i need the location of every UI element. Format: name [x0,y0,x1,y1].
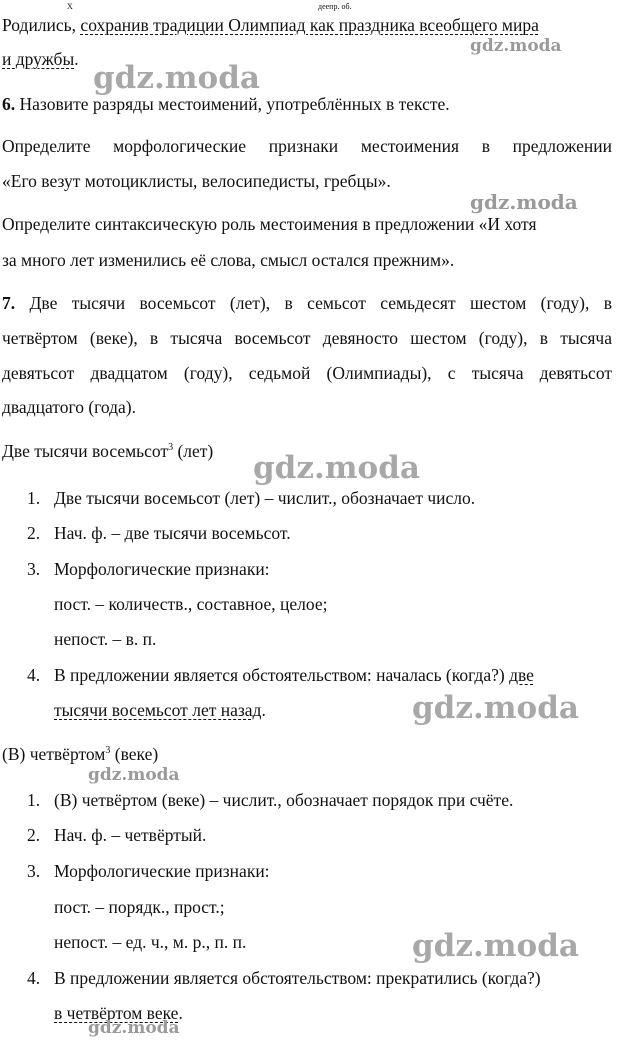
task6-line-4: Определите синтаксическую роль местоимения в предложении «И хотя [2,214,537,234]
task7-number: 7. [2,293,16,313]
task7-line-2: четвёртом (веке), в тысяча восемьсот девяносто шестом (году), в тысяча [2,328,612,348]
parse1-item-4-cont [54,699,266,721]
parse1-item-3-number: 3. [27,559,41,579]
parse2-item-3-text: Морфологические признаки: [54,861,270,881]
parse1-item-3 [27,558,270,580]
task7-text: Две тысячи восемьсот (лет), в семьсот семьдесят шестом (году), в [15,293,612,313]
parse2-head-end: (веке) [110,744,159,764]
intro-period: . [74,49,79,69]
parse2-item-3 [27,860,270,882]
watermark-logo: gdz.moda [412,928,579,964]
task6-line-2: Определите морфологические признаки местоимения в предложении [2,136,612,156]
task6-line-3: «Его везут мотоциклисты, велосипедисты, гребцы». [2,171,391,191]
intro-underlined-end: и дружбы [2,49,75,69]
watermark-logo: gdz.moda [470,190,578,214]
parse2-head-text: (В) четвёртом [2,744,106,764]
parse1-item-4-text: В предложении является обстоятельством: началась (когда?) [54,665,510,685]
parse1-item-4 [27,664,534,686]
parse2-sub-2: непост. – ед. ч., м. р., п. п. [54,932,247,952]
parse1-superscript: 3 [168,442,174,454]
task6-line-1 [2,93,450,115]
parse2-item-4-underlined: в четвёртом веке [54,1003,179,1023]
parse1-item-2-number: 2. [27,523,41,543]
parse2-item-4 [27,967,541,989]
parse1-head-text: Две тысячи восемьсот [2,441,169,461]
parse1-sub-2: непост. – в. п. [54,629,157,649]
parse1-item-1-number: 1. [27,488,41,508]
intro-line-1 [2,14,539,36]
task6-line-5: за много лет изменились её слова, смысл остался прежним». [2,250,455,270]
watermark-logo: gdz.moda [88,765,180,785]
watermark-logo: gdz.moda [412,690,579,726]
intro-underlined-phrase: сохранив традиции Олимпиад как праздника всеобщего мира [80,15,539,35]
parse2-item-4-number: 4. [27,968,41,988]
parse1-item-4-underlined-b: тысячи восемьсот лет назад [54,700,262,720]
task7-line-1 [2,292,612,314]
parse1-item-3-text: Морфологические признаки: [54,559,270,579]
parse1-heading [2,440,213,462]
parse1-item-2 [27,522,291,544]
parse1-item-2-text: Нач. ф. – две тысячи восемьсот. [54,523,291,543]
watermark-logo: gdz.moda [93,60,260,96]
parse1-item-1 [27,487,475,509]
intro-text: Родились, [2,15,81,35]
parse2-item-2-number: 2. [27,825,41,845]
parse1-item-1-text: Две тысячи восемьсот (лет) – числит., обозначает число. [54,488,476,508]
task6-number: 6. [2,94,16,114]
parse2-item-1 [27,789,513,811]
parse2-heading [2,743,158,765]
task7-line-3: девятьсот двадцатом (году), седьмой (Олимпиады), с тысяча девятьсот [2,363,612,383]
task7-line-4: двадцатого (года). [2,397,137,417]
watermark-logo: gdz.moda [88,1018,180,1038]
watermark-logo: gdz.moda [470,36,562,56]
task6-text: Назовите разряды местоимений, употреблённых в тексте. [15,94,450,114]
parse1-head-end: (лет) [173,441,214,461]
parse2-item-4-text: В предложении является обстоятельством: прекратились (когда?) [54,968,541,988]
parse1-item-4-end: . [261,700,266,720]
parse2-sub-1: пост. – порядк., прост.; [54,897,225,917]
parse2-item-3-number: 3. [27,861,41,881]
parse2-superscript: 3 [105,745,111,757]
parse1-item-4-underlined-a: две [509,665,534,685]
watermark-logo: gdz.moda [253,450,420,486]
intro-line-2 [2,48,79,70]
parse2-item-2-text: Нач. ф. – четвёртый. [54,825,207,845]
parse2-item-4-end: . [178,1003,183,1023]
parse2-item-1-text: (В) четвёртом (веке) – числит., обозначает порядок при счёте. [54,790,514,810]
annotation-x: X [67,2,73,11]
parse2-item-2 [27,824,206,846]
parse1-item-4-number: 4. [27,665,41,685]
parse2-item-1-number: 1. [27,790,41,810]
annotation-participle-phrase: деепр. об. [318,2,352,11]
parse1-sub-1: пост. – количеств., составное, целое; [54,594,328,614]
